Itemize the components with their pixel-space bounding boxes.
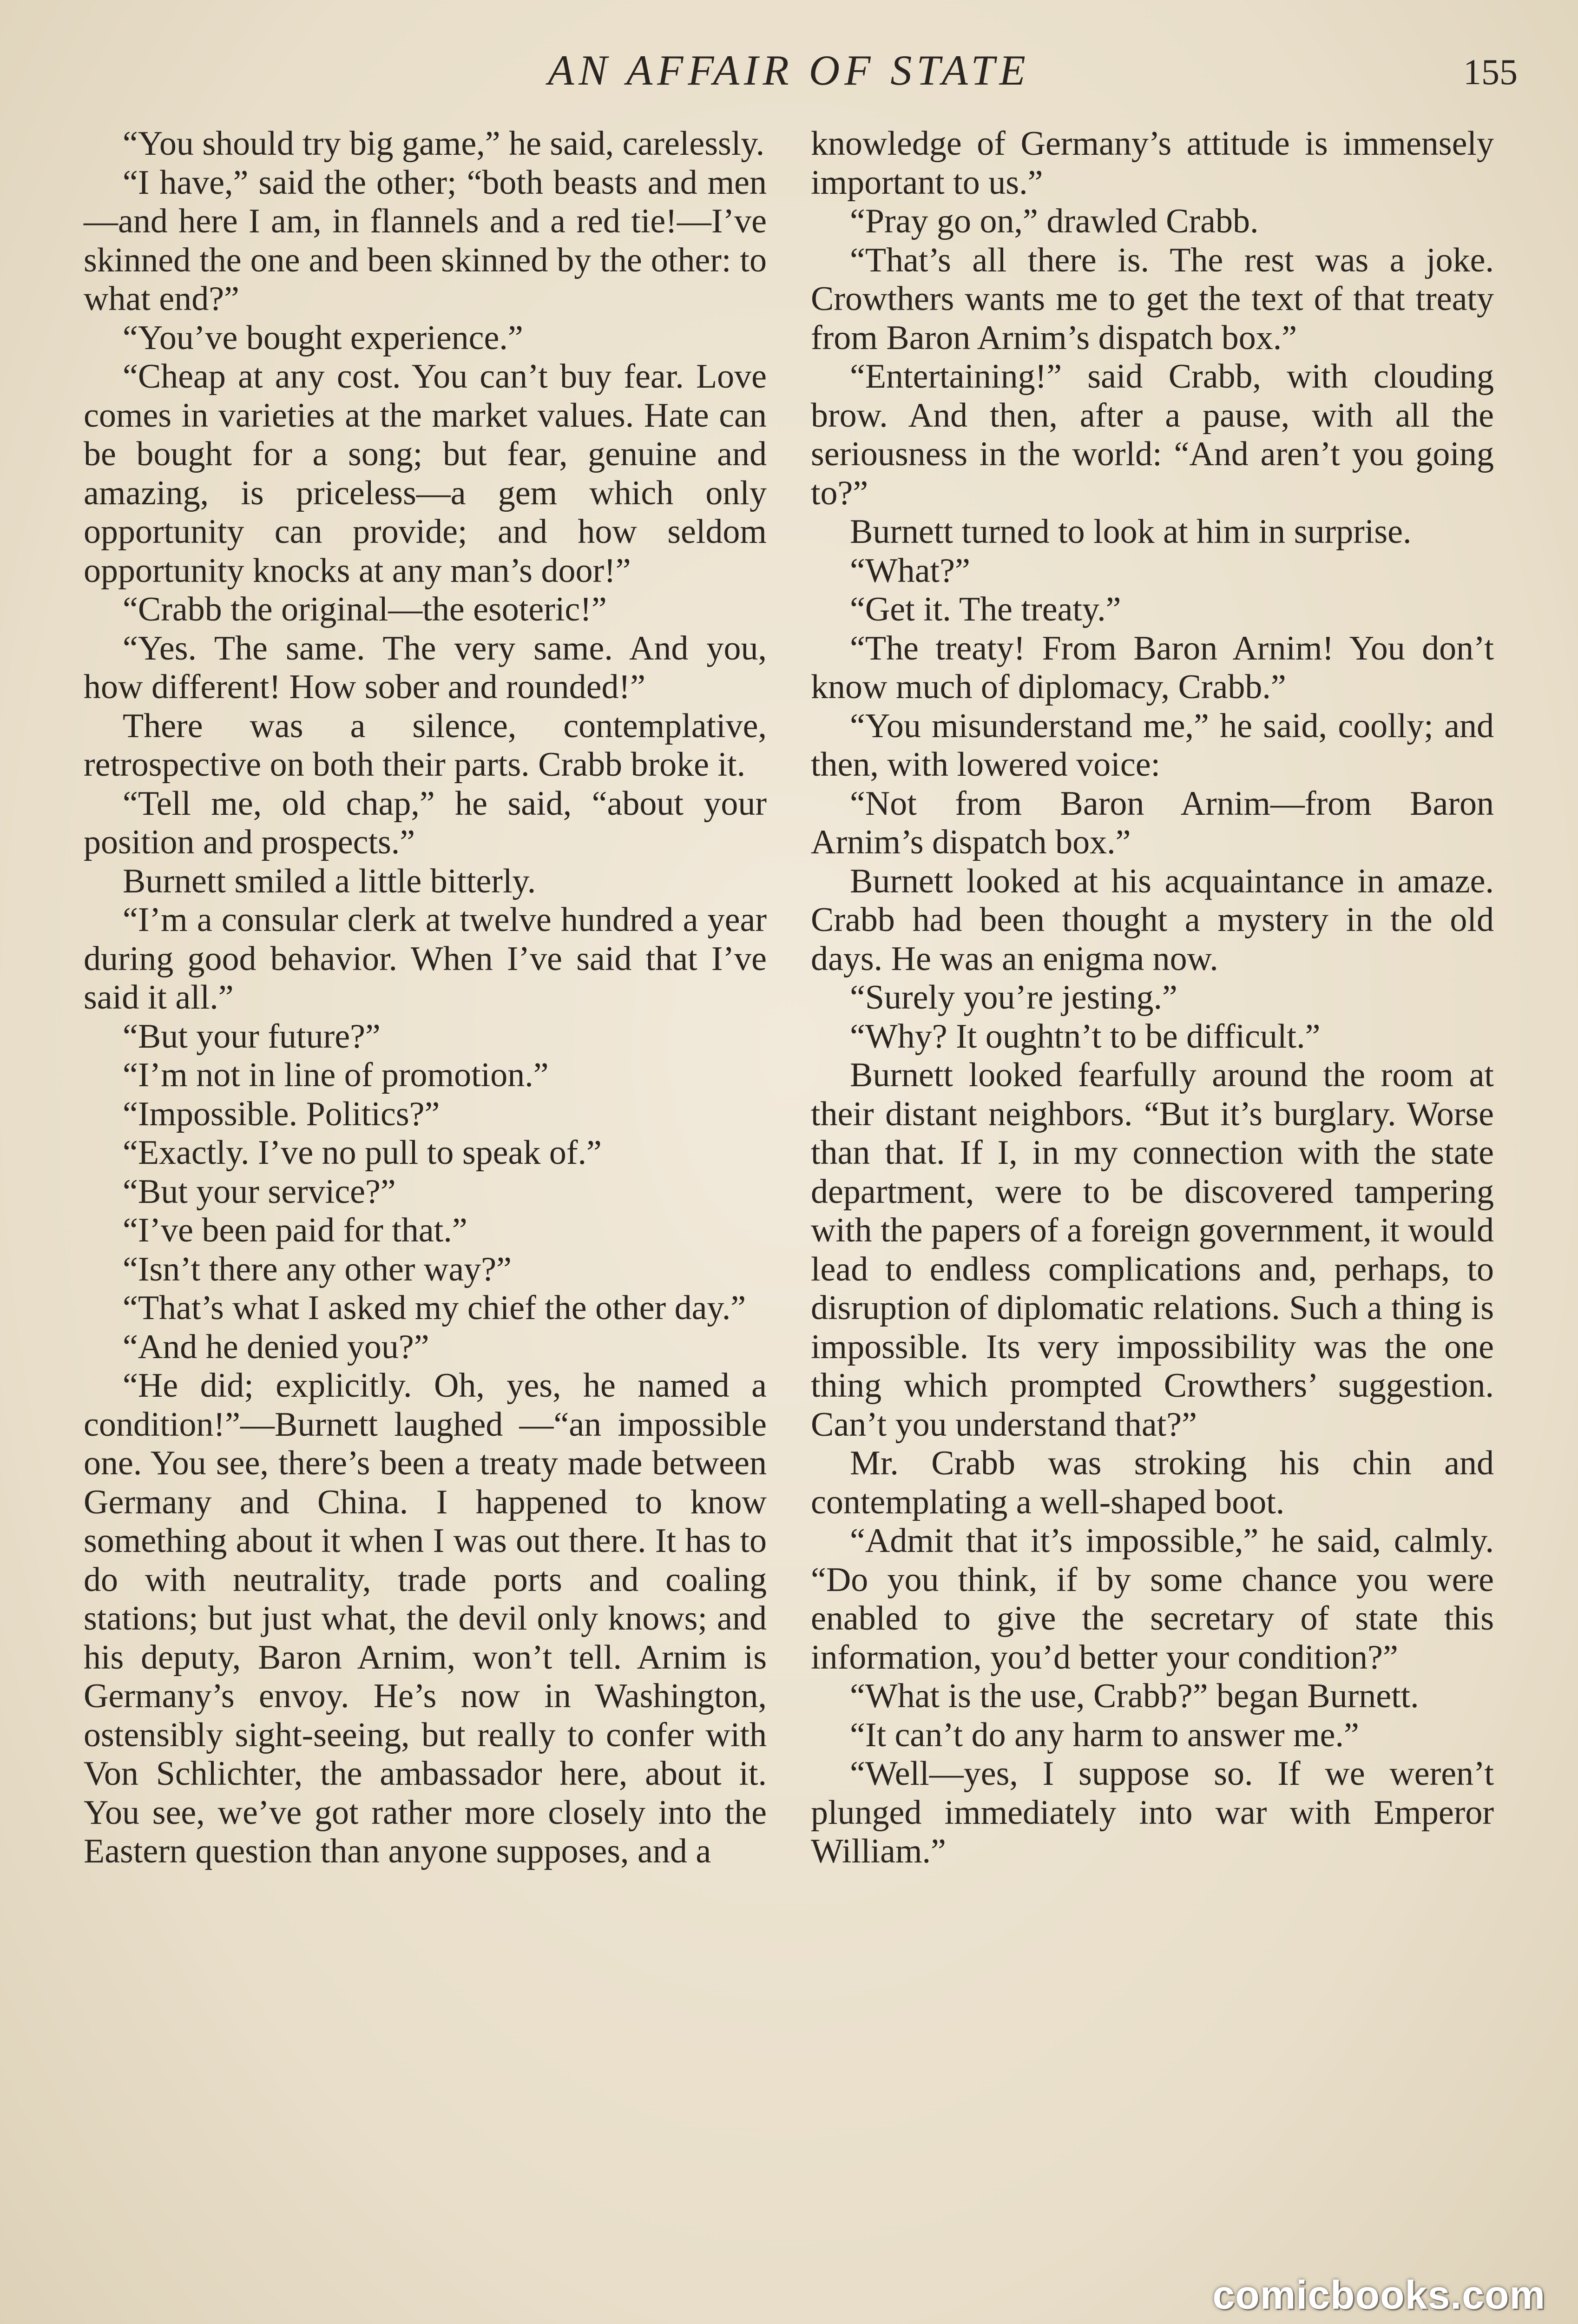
paragraph: “Why? It oughtn’t to be difficult.” [850, 1017, 1321, 1056]
paragraph: “I’m a consular clerk at twelve hundred a year during good behavior. When I’ve said that I’ve said it all.” [84, 901, 767, 1017]
paragraph: “He did; explicitly. Oh, yes, he named a condition!”—Burnett laughed —“an impossible one. You see, there’s been a treaty made between Germany and China. I happened to know something about it when I was out there. It has to do with neutrality, trade ports and coaling stations; but just what, the devil only knows; and his deputy, Baron Arnim, won’t tell. Arnim is Germany’s envoy. He’s now in Washington, ostensibly sight-seeing, but really to confer with Von Schlichter, the ambassador here, about it. You see, we’ve got rather more closely into the Eastern question than anyone supposes, and a [84, 1367, 767, 1870]
running-header-title: AN AFFAIR OF STATE [548, 46, 1030, 94]
paragraph: “And he denied you?” [123, 1327, 429, 1366]
paragraph: “That’s all there is. The rest was a joke. Crowthers wants me to get the text of that treaty from Baron Arnim’s dispatch box.” [811, 241, 1494, 357]
paragraph: “I have,” said the other; “both beasts and men—and here I am, in flannels and a red tie!—I’ve skinned the one and been skinned by the other: to what end?” [84, 163, 767, 318]
paragraph: “You should try big game,” he said, carelessly. [123, 125, 765, 163]
paragraph: “But your service?” [123, 1172, 396, 1211]
paragraph: “Crabb the original—the esoteric!” [123, 590, 607, 628]
paragraph: “Isn’t there any other way?” [123, 1250, 512, 1288]
paragraph: “You misunderstand me,” he said, coolly; and then, with lowered voice: [811, 706, 1494, 784]
paragraph: Burnett looked at his acquaintance in amaze. Crabb had been thought a mystery in the old days. He was an enigma now. [811, 862, 1494, 978]
paragraph: “Well—yes, I suppose so. If we weren’t plunged immediately into war with Emperor William.” [811, 1755, 1494, 1870]
paragraph: Burnett turned to look at him in surprise. [850, 513, 1412, 551]
paragraph: “Admit that it’s impossible,” he said, calmly. “Do you think, if by some chance you were enabled to give the secretary of state this information, you’d better your condition?” [811, 1522, 1494, 1677]
paragraph: “What?” [850, 551, 970, 590]
right-text-column [811, 125, 1494, 1871]
paragraph: “What is the use, Crabb?” began Burnett. [850, 1677, 1419, 1715]
paragraph: “That’s what I asked my chief the other day.” [123, 1289, 746, 1327]
paragraph: “I’m not in line of promotion.” [123, 1056, 549, 1094]
paragraph: “Entertaining!” said Crabb, with clouding brow. And then, after a pause, with all the seriousness in the world: “And aren’t you going to?” [811, 357, 1494, 512]
paragraph: “Pray go on,” drawled Crabb. [850, 202, 1259, 240]
paragraph: “The treaty! From Baron Arnim! You don’t know much of diplomacy, Crabb.” [811, 629, 1494, 706]
paragraph: “Yes. The same. The very same. And you, how different! How sober and rounded!” [84, 629, 767, 706]
paragraph: Burnett smiled a little bitterly. [123, 862, 536, 900]
paragraph: “Get it. The treaty.” [850, 590, 1121, 628]
watermark-text: comicbooks.com [1212, 2273, 1545, 2317]
left-text-column [84, 125, 767, 1871]
paragraph: “Impossible. Politics?” [123, 1095, 440, 1133]
paragraph: “Not from Baron Arnim—from Baron Arnim’s dispatch box.” [811, 784, 1494, 861]
paragraph: “Surely you’re jesting.” [850, 978, 1177, 1017]
paragraph: “Exactly. I’ve no pull to speak of.” [123, 1134, 602, 1172]
paragraph: “You’ve bought experience.” [123, 318, 523, 357]
paragraph: knowledge of Germany’s attitude is immensely important to us.” [811, 125, 1494, 202]
paragraph: “I’ve been paid for that.” [123, 1211, 467, 1249]
paragraph: “But your future?” [123, 1017, 381, 1056]
page-number: 155 [1463, 52, 1518, 92]
paragraph: Burnett looked fearfully around the room at their distant neighbors. “But it’s burglary. Worse than that. If I, in my connection with the state department, were to be discovered tampering with the papers of a foreign government, it would lead to endless complications and, perhaps, to disruption of diplomatic relations. Such a thing is impossible. Its very impossibility was the one thing which prompted Crowthers’ suggestion. Can’t you understand that?” [811, 1056, 1494, 1444]
paragraph: “It can’t do any harm to answer me.” [850, 1716, 1359, 1754]
paragraph: “Tell me, old chap,” he said, “about your position and prospects.” [84, 784, 767, 861]
paragraph: There was a silence, contemplative, retrospective on both their parts. Crabb broke it. [84, 706, 767, 784]
paragraph: Mr. Crabb was stroking his chin and contemplating a well-shaped boot. [811, 1444, 1494, 1521]
paragraph: “Cheap at any cost. You can’t buy fear. Love comes in varieties at the market values. Hate can be bought for a song; but fear, genuine and amazing, is priceless—a gem which only opportunity can provide; and how seldom opportunity knocks at any man’s door!” [84, 357, 767, 590]
